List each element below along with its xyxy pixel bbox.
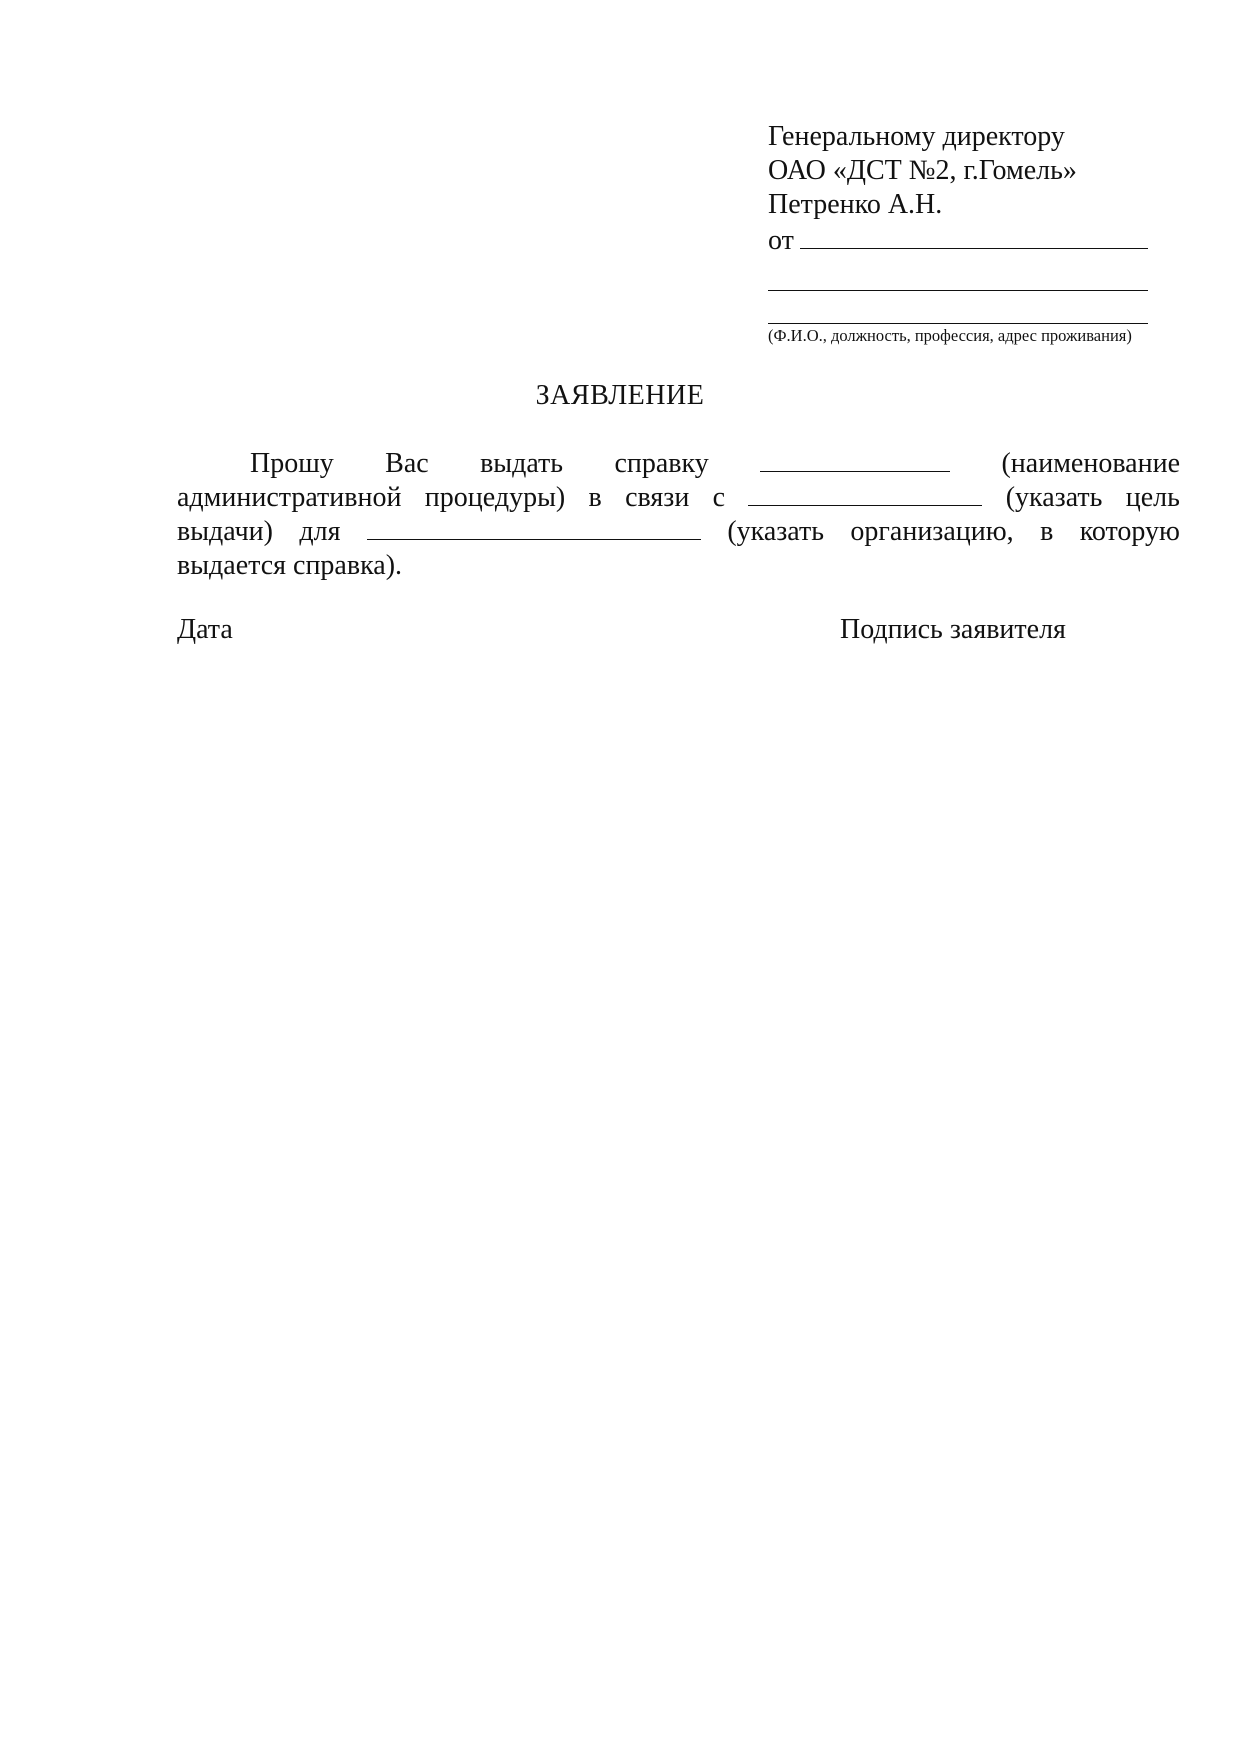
applicant-blank-3[interactable] [768, 291, 1148, 324]
word: (наименование [1001, 448, 1180, 479]
addressee-position: Генеральному директору [768, 121, 1065, 152]
body-row-2 [177, 481, 1180, 515]
from-label: от [768, 225, 794, 256]
signature-label: Подпись заявителя [840, 614, 1066, 645]
word: (указать [1005, 482, 1103, 513]
addressee-block [768, 120, 1188, 324]
word: с [712, 482, 726, 513]
purpose-blank[interactable] [748, 481, 982, 506]
word: выдать [480, 448, 564, 479]
application-body [177, 447, 1180, 583]
word: Прошу [250, 448, 334, 479]
word: организацию, [850, 516, 1014, 547]
body-row-3 [177, 515, 1180, 549]
word: административной [177, 482, 402, 513]
word: для [299, 516, 341, 547]
word: Вас [385, 448, 429, 479]
document-title: ЗАЯВЛЕНИЕ [535, 380, 705, 411]
word: справку [614, 448, 709, 479]
word: связи [625, 482, 690, 513]
word: выдачи) [177, 516, 273, 547]
applicant-blank-hint: (Ф.И.О., должность, профессия, адрес проживания) [768, 326, 1132, 345]
word: процедуры) [424, 482, 566, 513]
word: (указать [727, 516, 825, 547]
applicant-blank-2[interactable] [768, 258, 1148, 291]
date-label: Дата [177, 614, 233, 645]
applicant-from-row [768, 222, 1188, 258]
word: в [1040, 516, 1054, 547]
addressee-organization: ОАО «ДСТ №2, г.Гомель» [768, 155, 1077, 186]
body-row-4: выдается справка). [177, 550, 403, 581]
word: которую [1079, 516, 1180, 547]
certificate-name-blank[interactable] [760, 447, 950, 472]
body-row-1 [177, 447, 1180, 481]
addressee-name: Петренко А.Н. [768, 189, 943, 220]
organization-blank[interactable] [367, 515, 701, 540]
applicant-blank-1[interactable] [800, 222, 1148, 249]
word: в [588, 482, 602, 513]
word: цель [1125, 482, 1180, 513]
